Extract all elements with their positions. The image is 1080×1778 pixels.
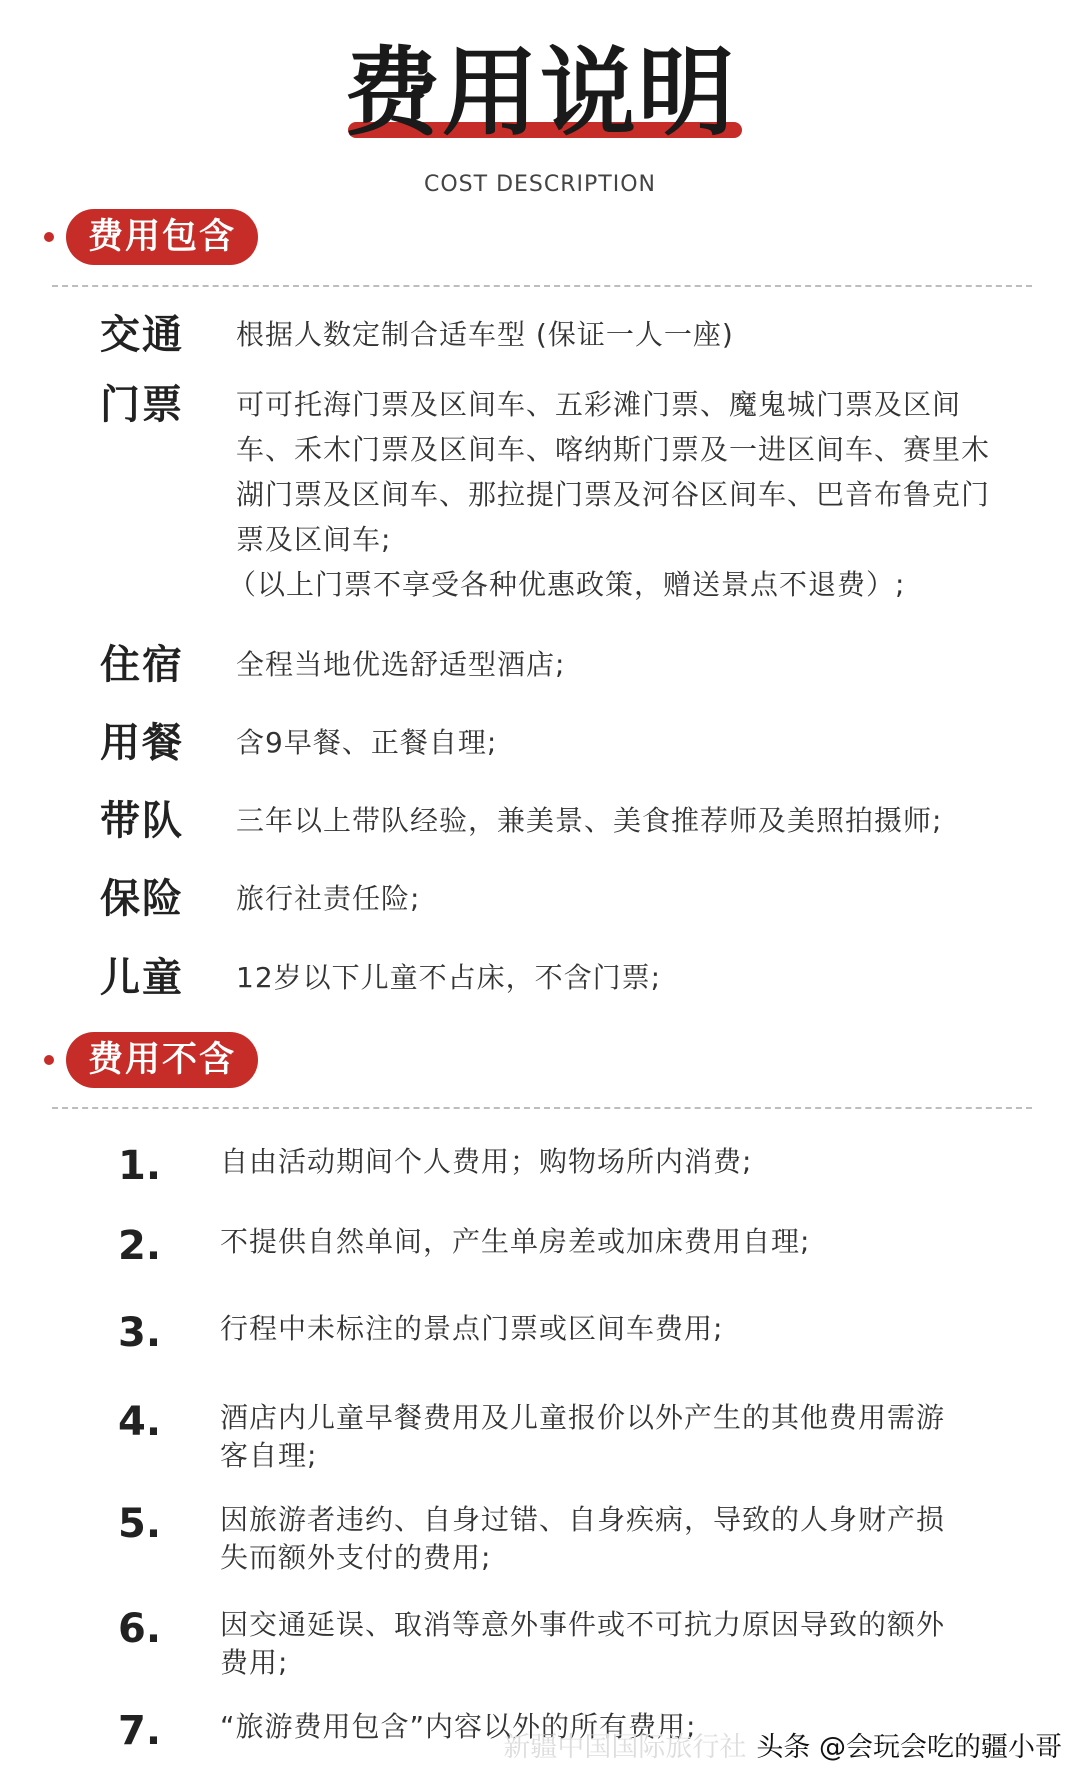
excluded-item-text: 酒店内儿童早餐费用及儿童报价以外产生的其他费用需游客自理; — [220, 1401, 946, 1472]
excluded-item-number: 5. — [118, 1501, 162, 1547]
excluded-item-number: 1. — [118, 1143, 162, 1189]
excluded-item-text: 因交通延误、取消等意外事件或不可抗力原因导致的额外费用; — [220, 1608, 946, 1679]
included-item-label: 门票 — [100, 382, 184, 428]
excluded-item-text: “旅游费用包含”内容以外的所有费用; — [220, 1710, 697, 1743]
included-section-header — [44, 209, 258, 265]
watermark-faint-text: 新疆中国国际旅行社 — [503, 1732, 747, 1763]
bullet-dot — [44, 232, 54, 242]
excluded-item-text: 行程中未标注的景点门票或区间车费用; — [220, 1312, 724, 1345]
included-item-text — [236, 876, 996, 921]
divider — [52, 1107, 1032, 1109]
excluded-section-header — [44, 1032, 258, 1088]
watermark — [503, 1725, 1062, 1764]
page-title-wrap — [344, 38, 736, 148]
page-header — [0, 38, 1080, 197]
included-item-label: 交通 — [100, 312, 184, 358]
excluded-item-number: 7. — [118, 1708, 162, 1754]
included-item-label: 带队 — [100, 798, 184, 844]
included-item-text — [236, 642, 996, 687]
excluded-section-label: 费用不含 — [66, 1032, 258, 1088]
included-item-text — [236, 720, 996, 765]
excluded-item-text: 自由活动期间个人费用；购物场所内消费; — [220, 1145, 753, 1178]
excluded-item-number: 4. — [118, 1399, 162, 1445]
included-item-label: 住宿 — [100, 642, 184, 688]
bullet-dot — [44, 1055, 54, 1065]
included-section-label: 费用包含 — [66, 209, 258, 265]
included-item-label: 保险 — [100, 876, 184, 922]
included-item-label: 用餐 — [100, 720, 184, 766]
included-item-text — [228, 382, 996, 607]
included-item-line: 12岁以下儿童不占床，不含门票; — [236, 961, 662, 994]
included-item-line: 三年以上带队经验，兼美景、美食推荐师及美照拍摄师; — [236, 804, 943, 837]
included-item-line: 全程当地优选舒适型酒店; — [236, 648, 566, 681]
included-item-line: 根据人数定制合适车型 (保证一人一座) — [236, 318, 734, 351]
included-item-text — [236, 798, 996, 843]
page-title: 费用说明 — [344, 37, 736, 149]
included-item-line: 可可托海门票及区间车、五彩滩门票、魔鬼城门票及区间车、禾木门票及区间车、喀纳斯门票及一进区间车、赛里木湖门票及区间车、那拉提门票及河谷区间车、巴音布鲁克门票及区间车; — [236, 388, 991, 556]
included-item-line: 旅行社责任险; — [236, 882, 421, 915]
excluded-item-text: 因旅游者违约、自身过错、自身疾病，导致的人身财产损失而额外支付的费用; — [220, 1503, 946, 1574]
included-item-line: （以上门票不享受各种优惠政策，赠送景点不退费）; — [228, 568, 906, 601]
excluded-item-number: 3. — [118, 1310, 162, 1356]
included-item-text — [236, 955, 996, 1000]
watermark-text: 头条 @会玩会吃的疆小哥 — [756, 1732, 1062, 1763]
page-subtitle: COST DESCRIPTION — [424, 172, 656, 197]
included-item-line: 含9早餐、正餐自理; — [236, 726, 498, 759]
included-item-text — [236, 312, 996, 357]
included-item-label: 儿童 — [100, 955, 184, 1001]
divider — [52, 285, 1032, 287]
excluded-item-number: 2. — [118, 1223, 162, 1269]
excluded-item-number: 6. — [118, 1606, 162, 1652]
excluded-item-text: 不提供自然单间，产生单房差或加床费用自理; — [220, 1225, 811, 1258]
